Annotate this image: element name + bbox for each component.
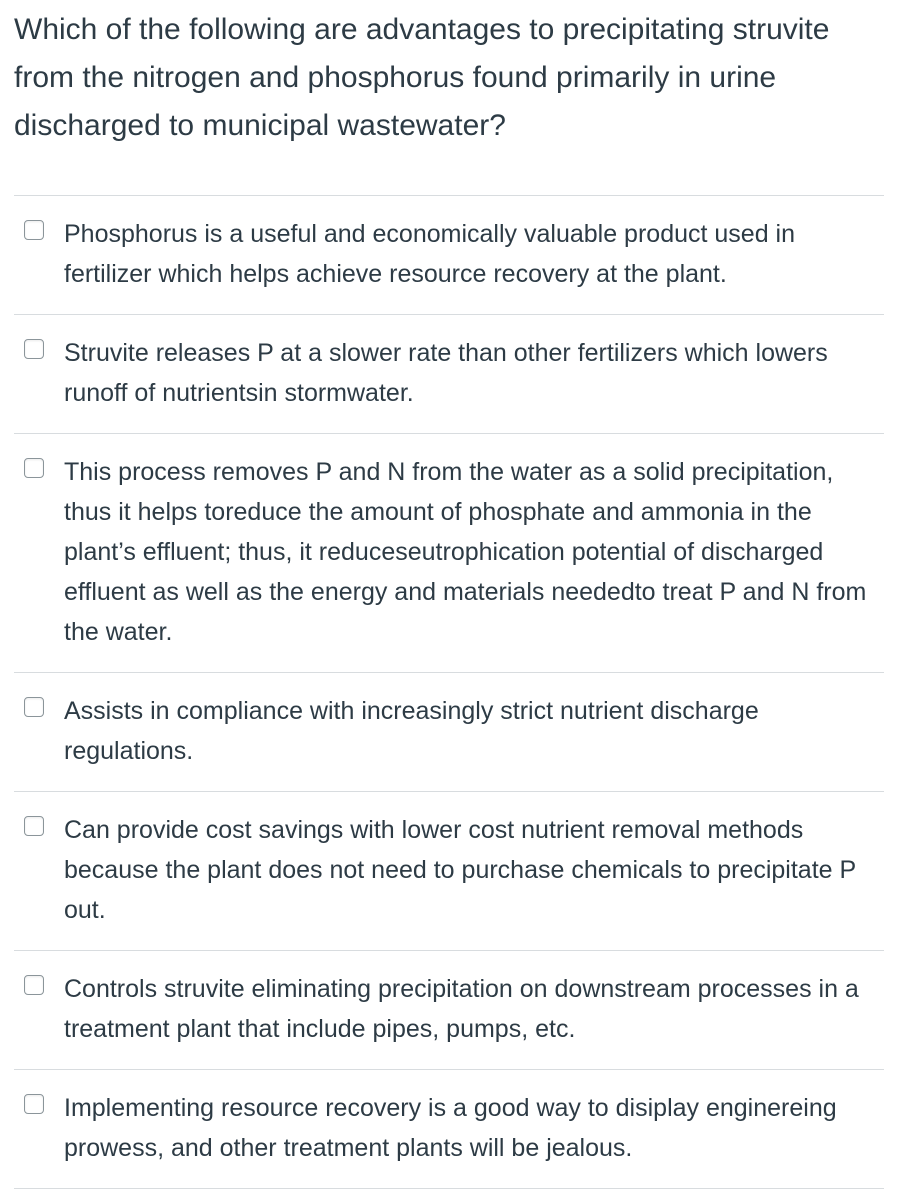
answer-option-4[interactable] [14, 673, 884, 792]
answer-label[interactable]: This process removes P and N from the water as a solid precipitation, thus it helps toreduce the amount of phosphate and ammonia in the plant’s effluent; thus, it reduceseutrophication potential of discharged effluent as well as the energy and materials neededto treat P and N from the water. [64, 458, 867, 646]
question-text: Which of the following are advantages to precipitating struvite from the nitrogen and phosphorus found primarily in urine discharged to municipal wastewater? [14, 13, 830, 142]
answer-label[interactable]: Assists in compliance with increasingly strict nutrient discharge regulations. [64, 697, 759, 765]
answer-label[interactable]: Struvite releases P at a slower rate than other fertilizers which lowers runoff of nutrientsin stormwater. [64, 339, 828, 407]
answer-option-7[interactable] [14, 1070, 884, 1189]
answer-checkbox[interactable] [24, 697, 44, 717]
answer-option-6[interactable] [14, 951, 884, 1070]
answer-checkbox[interactable] [24, 220, 44, 240]
answer-option-2[interactable] [14, 315, 884, 434]
answer-option-5[interactable] [14, 792, 884, 951]
answer-checkbox[interactable] [24, 1094, 44, 1114]
answer-option-1[interactable] [14, 196, 884, 315]
answer-label[interactable]: Phosphorus is a useful and economically valuable product used in fertilizer which helps achieve resource recovery at the plant. [64, 220, 796, 288]
answer-checkbox[interactable] [24, 339, 44, 359]
answer-checkbox[interactable] [24, 458, 44, 478]
answer-checkbox[interactable] [24, 816, 44, 836]
answer-option-3[interactable] [14, 434, 884, 673]
answer-label[interactable]: Implementing resource recovery is a good way to disiplay enginereing prowess, and other treatment plants will be jealous. [64, 1094, 837, 1162]
answer-checkbox[interactable] [24, 975, 44, 995]
answer-list [14, 195, 884, 1189]
answer-label[interactable]: Controls struvite eliminating precipitation on downstream processes in a treatment plant that include pipes, pumps, etc. [64, 975, 859, 1043]
answer-label[interactable]: Can provide cost savings with lower cost nutrient removal methods because the plant does not need to purchase chemicals to precipitate P out. [64, 816, 856, 924]
